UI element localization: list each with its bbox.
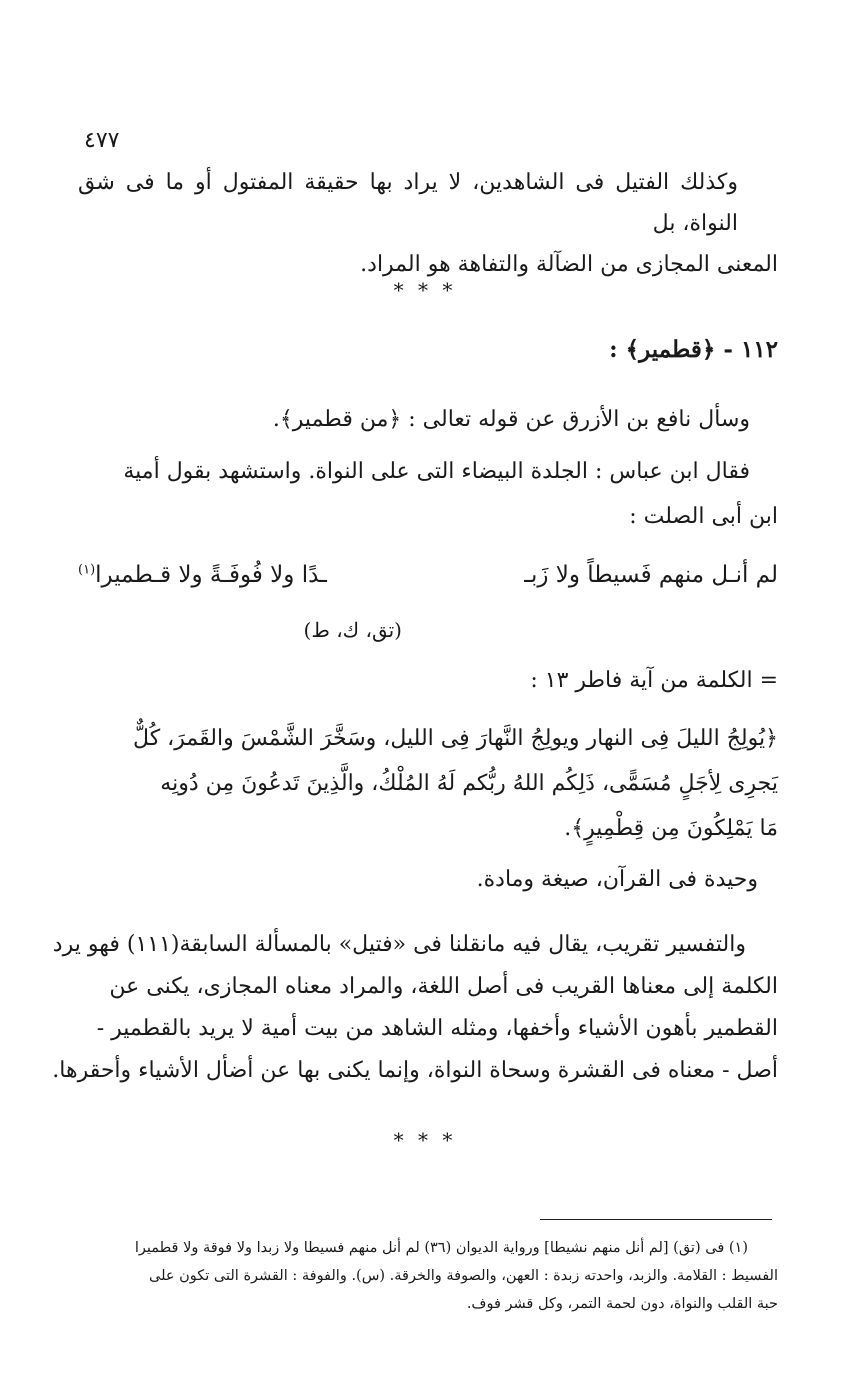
tafsir-line-1: والتفسير تقريب، يقال فيه مانقلنا فى «فتيل» بالمسألة السابقة(١١١) فهو يرد [52,932,746,957]
section-separator-bottom: * * * [393,1128,457,1152]
footnote-line-2: الفسيط : القلامة. والزبد، واحدته زبدة : العهن، والصوفة والخرقة. (س). والفوفة : القشرة التى تكون على [148,1268,778,1284]
quran-line-2: يَجرِى لِأجَلٍ مُسَمًّى، ذَلِكُم اللهُ ربُّكم لَهُ المُلْكُ، والَّذِينَ تَدعُونَ مِن دُونِه [160,771,778,796]
intro-line-1: وكذلك الفتيل فى الشاهدين، لا يراد بها حقيقة المفتول أو ما فى شق النواة، بل [78,170,738,236]
footnote [66,1234,778,1318]
tafsir-paragraph [52,924,778,1092]
quran-line-1: ﴿يُولِجُ الليلَ فِى النهار ويولِجُ النَّهارَ فِى الليل، وسَخَّرَ الشَّمْسَ والقَمرَ، كُلٌّ [133,726,778,751]
verse-hemistich-2-wrap [78,562,327,588]
answer-line-1: فقال ابن عباس : الجلدة البيضاء التى على النواة. واستشهد بقول أمية [123,459,750,484]
poetry-verse [78,562,778,588]
quran-reference: = الكلمة من آية فاطر ١٣ : [530,668,778,693]
verse-hemistich-2: ـدًا ولا فُوفَـةً ولا قـطميرا [95,562,327,588]
tafsir-line-2: الكلمة إلى معناها القريب فى أصل اللغة، والمراد معناه المجازى، يكنى عن [109,974,778,999]
footnote-line-3: حبة القلب والنواة، دون لحمة التمر، وكل قشر فوف. [466,1296,778,1312]
verse-sources: (تق، ك، ط) [303,618,402,642]
intro-paragraph [78,162,778,285]
quran-line-3: مَا يَمْلِكُونَ مِن قِطْمِيرٍ﴾. [564,816,778,841]
tafsir-line-3: القطمير بأهون الأشياء وأخفها، ومثله الشاهد من بيت أمية لا يريد بالقطمير - [96,1016,778,1041]
section-separator: * * * [393,278,457,302]
footnote-rule [540,1219,772,1220]
page-number: ٤٧٧ [84,128,120,153]
tafsir-line-4: أصل - معناه فى القشرة وسحاة النواة، وإنما يكنى بها عن أضأل الأشياء وأحقرها. [52,1058,778,1083]
uniqueness-note: وحيدة فى القرآن، صيغة ومادة. [476,867,758,892]
quran-verse [66,716,778,851]
entry-heading: ١١٢ - ﴿قطمير﴾ : [609,336,778,363]
footnote-line-1: (١) فى (تق) [لم أنل منهم نشيطا] ورواية الديوان (٣٦) لم أنل منهم فسيطا ولا زبدا ولا فوقة ولا قطميرا [134,1240,748,1256]
question-line: وسأل نافع بن الأزرق عن قوله تعالى : ﴿من قطمير﴾. [272,407,750,432]
intro-line-2: المعنى المجازى من الضآلة والتفاهة هو المراد. [360,252,778,277]
footnote-marker: (١) [78,562,96,578]
answer-line-2: ابن أبى الصلت : [629,504,778,529]
verse-hemistich-1: لم أنـل منهم فَسيطاً ولا زَبـ [524,562,778,588]
